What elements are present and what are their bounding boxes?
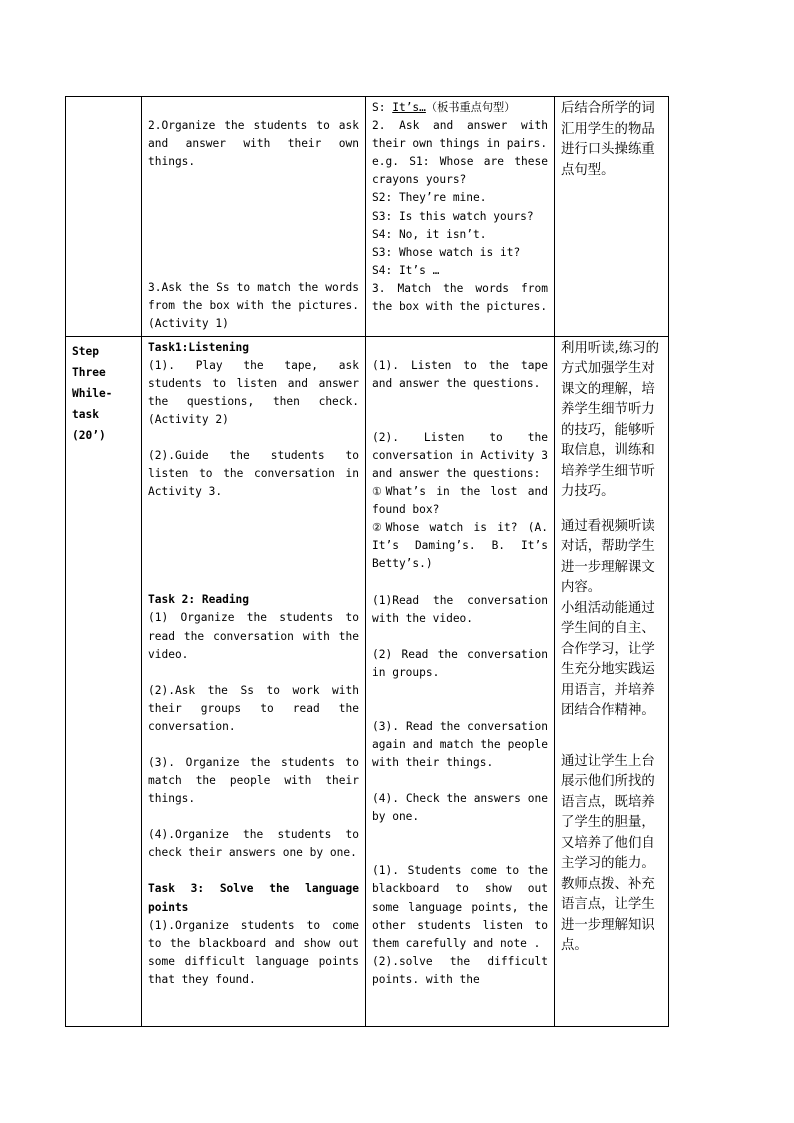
- student-activity-text: 2. Ask and answer with their own things in pairs. e.g. S1: Whose are these crayons yours? S2: They’re mine. S3: Is this watch yours? S4: No, it isn’t. S3: Whose watch is it? S4: It’s …: [372, 119, 548, 277]
- student-activity-cell: [366, 336, 555, 1026]
- teacher-activity-cell: [142, 336, 366, 1026]
- student-activity-text: (1). Students come to the blackboard to show out some language points, the other students listen to them carefully and note . (2).solve the difficult points. with the: [372, 864, 548, 986]
- key-sentence-line: S: It’s…（板书重点句型）: [372, 101, 516, 114]
- teacher-activity-text: (3). Organize the students to match the people with their things.: [148, 755, 359, 806]
- step-cell: [66, 97, 142, 337]
- lesson-plan-table: [65, 96, 669, 1027]
- student-activity-text: (4). Check the answers one by one.: [372, 792, 548, 824]
- purpose-cell: [555, 97, 669, 337]
- teacher-activity-text: (4).Organize the students to check their answers one by one.: [148, 828, 359, 860]
- teacher-activity-text: (2).Ask the Ss to work with their groups to read the conversation.: [148, 683, 359, 733]
- student-activity-text: (2). Listen to the conversation in Activity 3 and answer the questions: ①What’s in the lost and found box? ②Whose watch is it? (A. It’s Daming’s. B. It’s Betty’s.): [372, 430, 548, 571]
- teacher-activity-text: (1) Organize the students to read the conversation with the video.: [148, 611, 359, 661]
- task-heading: Task 2: Reading: [148, 593, 250, 607]
- student-activity-cell: [366, 97, 555, 337]
- teacher-activity-cell: [142, 97, 366, 337]
- task-heading: Task 3: Solve the language points: [148, 882, 359, 914]
- task-heading: Task1:Listening: [148, 340, 250, 354]
- student-activity-text: (1)Read the conversation with the video.: [372, 593, 548, 625]
- purpose-text: 通过让学生上台展示他们所找的语言点，既培养了学生的胆量，又培养了他们自主学习的能力。 教师点拨、补充语言点，让学生进一步理解知识点。: [561, 753, 655, 954]
- teacher-activity-text: 2.Organize the students to ask and answer with their own things.: [148, 119, 359, 169]
- student-activity-text: (2) Read the conversation in groups.: [372, 647, 548, 679]
- step-label: Step Three While-task (20’): [72, 344, 113, 442]
- purpose-text: 利用听读,练习的方式加强学生对课文的理解，培养学生细节听力的技巧，能够听取信息，训练和培养学生细节听力技巧。: [561, 340, 659, 500]
- teacher-activity-text: (1). Play the tape, ask students to listen and answer the questions, then check. (Activity 2): [148, 358, 359, 426]
- key-sentence: It’s…: [392, 101, 426, 114]
- student-activity-text: (1). Listen to the tape and answer the questions.: [372, 358, 548, 390]
- step-cell: [66, 336, 142, 1026]
- teacher-activity-text: (2).Guide the students to listen to the conversation in Activity 3.: [148, 449, 359, 499]
- teacher-activity-text: 3.Ask the Ss to match the words from the box with the pictures.(Activity 1): [148, 281, 359, 331]
- purpose-text: 后结合所学的词汇用学生的物品进行口头操练重点句型。: [561, 101, 655, 178]
- teacher-activity-text: (1).Organize students to come to the blackboard and show out some difficult language points that they found.: [148, 918, 359, 986]
- table-row: [66, 336, 669, 1026]
- student-activity-text: 3. Match the words from the box with the pictures.: [372, 281, 548, 314]
- student-activity-text: (3). Read the conversation again and match the people with their things.: [372, 719, 548, 770]
- purpose-cell: [555, 336, 669, 1026]
- purpose-text: 通过看视频听读对话，帮助学生进一步理解课文内容。 小组活动能通过学生间的自主、合作学习，让学生充分地实践运用语言，并培养团结合作精神。: [561, 518, 655, 719]
- table-row: [66, 97, 669, 337]
